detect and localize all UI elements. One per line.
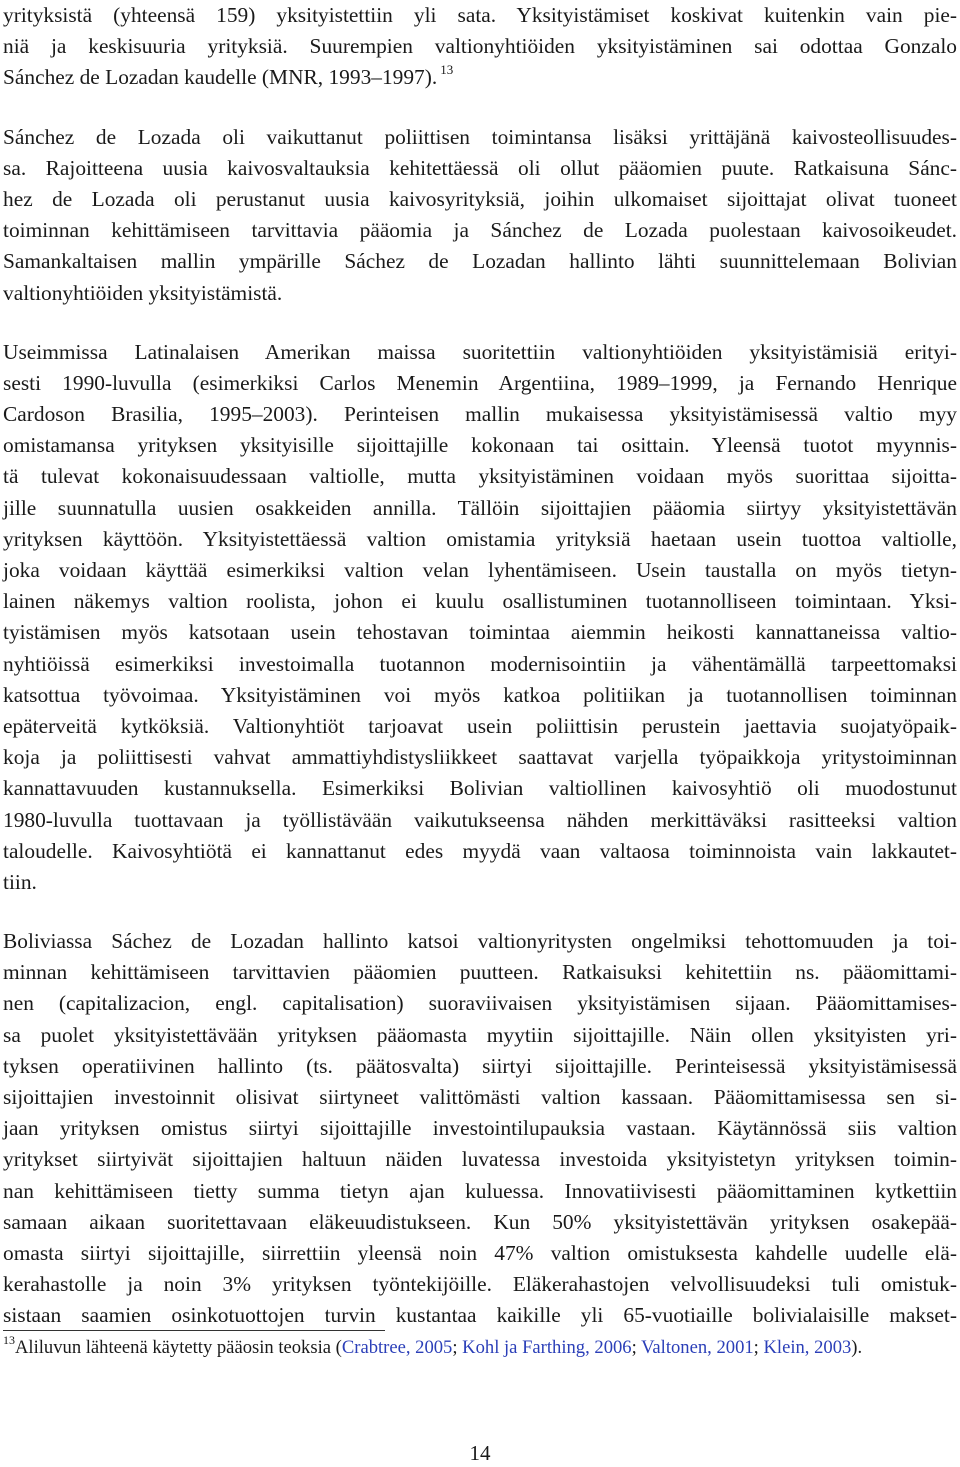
citation-link-klein[interactable]: Klein, 2003 xyxy=(763,1337,852,1358)
footnote-divider xyxy=(3,1330,385,1331)
text-line: yritykset siirtyivät sijoittajien haltuun näiden luvatessa investoida yksityistetyn yrityksen toimin- xyxy=(3,1147,957,1172)
citation-author: Valtonen xyxy=(641,1337,708,1358)
text-line: tyksen operatiivinen hallinto (ts. päätosvalta) siirtyi sijoittajille. Perinteisessä yksityistämisessä xyxy=(3,1053,957,1078)
citation-year: 2001 xyxy=(716,1337,754,1358)
text-line: Useimmissa Latinalaisen Amerikan maissa suoritettiin valtionyhtiöiden yksityistämisiä erityi- xyxy=(3,339,957,364)
text-line-content: Sánchez de Lozadan kaudelle (MNR, 1993–1997). xyxy=(3,65,438,90)
text-line: taloudelle. Kaivosyhtiötä ei kannattanut edes myydä vaan valtaosa toiminnoista vain lakkautet- xyxy=(3,838,957,863)
footnote-reference[interactable]: 13 xyxy=(440,62,454,78)
text-line: lainen näkemys valtion roolista, johon ei kuulu osallistuminen tuotannolliseen toimintaan. Yksi- xyxy=(3,589,957,614)
text-line: sesti 1990-luvulla (esimerkiksi Carlos Menemin Argentiina, 1989–1999, ja Fernando Henrique xyxy=(3,370,957,395)
citation-year: 2005 xyxy=(415,1337,453,1358)
text-line: hez de Lozada oli perustanut uusia kaivosyrityksiä, joihin ulkomaiset sijoittajat olivat tuoneet xyxy=(3,186,957,211)
text-line: katsottua työvoimaa. Yksityistäminen voi myös katkoa politiikan ja tuotannollisen toiminnan xyxy=(3,682,957,707)
text-line: niä ja keskisuuria yrityksiä. Suurempien valtionyhtiöiden yksityistäminen sai odottaa Gonzalo xyxy=(3,34,957,59)
text-line: minnan kehittämiseen tarvittavien pääomien puutteen. Ratkaisuksi kehitettiin ns. pääomittami- xyxy=(3,960,957,985)
paragraph-2 xyxy=(3,122,957,309)
text-line: Samankaltaisen mallin ympärille Sáchez de Lozadan hallinto lähti suunnittelemaan Bolivian xyxy=(3,249,957,274)
text-line: omasta siirtyi sijoittajille, siirrettiin yleensä noin 47% valtion omistuksesta kahdelle uudelle elä- xyxy=(3,1240,957,1265)
text-line: yrityksistä (yhteensä 159) yksityistettiin yli sata. Yksityistämiset koskivat kuitenkin vain pie- xyxy=(3,3,957,27)
citation-link-crabtree[interactable]: Crabtree, 2005 xyxy=(341,1337,453,1358)
footnote-text: Aliluvun lähteenä käytetty pääosin teoksia ( xyxy=(15,1337,342,1358)
citation-author: Kohl ja Farthing xyxy=(462,1337,586,1358)
text-line: Boliviassa Sáchez de Lozadan hallinto katsoi valtionyritysten ongelmiksi tehottomuuden ja toi- xyxy=(3,929,957,954)
text-line: sistaan saamien osinkotuottojen turvin kustantaa kaikille yli 65-vuotiaille bolivialaisille makset- xyxy=(3,1303,957,1328)
citation-separator: ; xyxy=(753,1337,764,1358)
citation-year: 2003 xyxy=(814,1337,852,1358)
citation-author: Klein xyxy=(763,1337,805,1358)
text-line: sa. Rajoitteena uusia kaivosvaltauksia kehitettäessä oli ollut pääomien puute. Ratkaisuna Sánc- xyxy=(3,155,957,180)
page-number: 14 xyxy=(469,1441,491,1465)
citation-separator: ; xyxy=(452,1337,463,1358)
text-line: tiin. xyxy=(3,869,37,894)
text-line: 1980-luvulla tuottavaan ja työllistävään vaikutukseensa nähden merkittäväksi rasitteeksi valtion xyxy=(3,807,957,832)
paragraph-1 xyxy=(3,0,957,94)
text-line: koja ja poliittisesti vahvat ammattiyhdistysliikkeet saattavat varjella työpaikkoja yritystoiminnan xyxy=(3,745,957,770)
text-line: sa puolet yksityistettävään yrityksen pääomasta myytiin sijoittajille. Näin ollen yksityisten yri- xyxy=(3,1022,957,1047)
text-line: epäterveitä kytköksiä. Valtionyhtiöt tarjoavat usein poliittisin perustein jaettavia suojatyöpaik- xyxy=(3,713,957,738)
footnote xyxy=(3,1333,862,1364)
text-line: nan kehittämiseen tietty summa tietyn ajan kuluessa. Innovatiivisesti pääomittaminen kytkettiin xyxy=(3,1178,957,1203)
text-line: joka voidaan käyttää esimerkiksi valtion velan lyhentämiseen. Usein taustalla on myös tietyn- xyxy=(3,558,957,582)
text-line xyxy=(3,62,957,93)
text-line: nyhtiöissä esimerkiksi investoimalla tuotannon modernisointiin ja vähentämällä tarpeettomaksi xyxy=(3,651,957,676)
footnote-number: 13 xyxy=(3,1333,15,1347)
text-line: kerahastolle ja noin 3% yrityksen työntekijöille. Eläkerahastojen velvollisuudeksi tuli omistuk- xyxy=(3,1272,957,1297)
paragraph-4 xyxy=(3,926,957,1331)
text-line: sijoittajien investoinnit olisivat siirtyneet valittömästi valtion kassaan. Pääomittamisessa sen si- xyxy=(3,1085,957,1109)
text-line: Cardoson Brasilia, 1995–2003). Perinteisen mallin mukaisessa yksityistämisessä valtio myy xyxy=(3,402,957,427)
text-line: omistamansa yrityksen yksityisille sijoittajille kokonaan tai osittain. Yleensä tuotot myynnis- xyxy=(3,433,957,458)
text-line: toiminnan kehittämiseen tarvittavia pääomia ja Sánchez de Lozada puolestaan kaivosoikeudet. xyxy=(3,218,957,243)
text-line: kannattavuuden kustannuksella. Esimerkiksi Bolivian valtiollinen kaivosyhtiö oli muodostunut xyxy=(3,776,957,801)
text-line: Sánchez de Lozada oli vaikuttanut poliittisen toimintansa lisäksi yrittäjänä kaivosteollisuudes- xyxy=(3,124,957,149)
text-line: samaan aikaan suoritettavaan eläkeuudistukseen. Kun 50% yksityistettävän yrityksen osakepää- xyxy=(3,1209,957,1234)
footnote-text-end: ). xyxy=(851,1337,863,1358)
text-line: yrityksen käyttöön. Yksityistettäessä valtion omistamia yrityksiä haetaan usein tuottoa valtiolle, xyxy=(3,526,957,551)
text-line: valtionyhtiöiden yksityistämistä. xyxy=(3,280,283,305)
citation-link-kohl-farthing[interactable]: Kohl ja Farthing, 2006 xyxy=(462,1337,632,1358)
text-line: nen (capitalizacion, engl. capitalisation) suoraviivaisen yksityistämisen sijaan. Pääomittamises- xyxy=(3,991,957,1016)
paragraph-3 xyxy=(3,337,957,898)
document-body xyxy=(3,0,957,1332)
text-line: jille suunnatulla uusien osakkeiden annilla. Tällöin sijoittajien pääomia siirtyy yksityistettävän xyxy=(3,495,957,520)
text-line: tyistämisen myös katsotaan usein tehostavan toimintaa aiemmin heikosti kannattaneissa valtio- xyxy=(3,620,957,645)
text-line: jaan yrityksen omistus siirtyi sijoittajille investointilupauksia vastaan. Käytännössä siis valtion xyxy=(3,1116,957,1141)
citation-year: 2006 xyxy=(594,1337,632,1358)
text-line: tä tulevat kokonaisuudessaan valtiolle, mutta yksityistäminen voidaan myös suorittaa sijoitta- xyxy=(3,464,957,489)
citation-separator: ; xyxy=(631,1337,642,1358)
citation-link-valtonen[interactable]: Valtonen, 2001 xyxy=(641,1337,754,1358)
citation-author: Crabtree xyxy=(341,1337,406,1358)
